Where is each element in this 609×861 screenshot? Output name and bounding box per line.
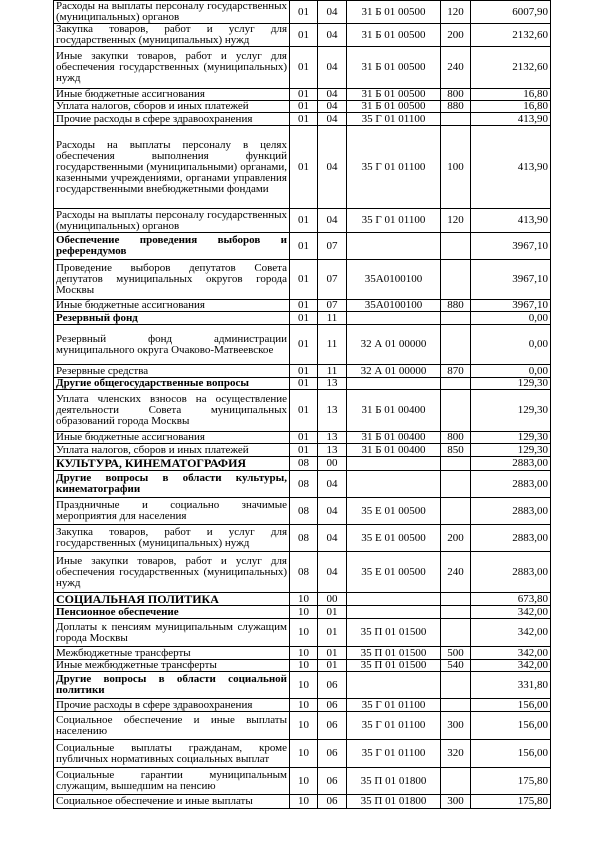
row-expense-type: 100 — [441, 126, 471, 209]
row-name: Расходы на выплаты персоналу в целях обеспечения выполнения функций государственными (муниципальными) органами, казенными учреждениями, органами управления государственными внебюджетными фондами — [54, 126, 290, 209]
row-expense-type: 880 — [441, 300, 471, 312]
row-expense-type — [441, 312, 471, 325]
row-amount: 16,80 — [471, 89, 551, 101]
row-amount: 342,00 — [471, 647, 551, 660]
row-expense-type: 500 — [441, 647, 471, 660]
row-name: Пенсионное обеспечение — [54, 606, 290, 619]
row-target-code: 31 Б 01 00400 — [347, 390, 441, 432]
row-amount: 413,90 — [471, 113, 551, 126]
row-amount: 3967,10 — [471, 300, 551, 312]
row-section-code: 01 — [290, 209, 318, 233]
row-name: Закупка товаров, работ и услуг для государственных (муниципальных) нужд — [54, 525, 290, 552]
row-subsection-code: 04 — [318, 89, 347, 101]
row-name: Иные бюджетные ассигнования — [54, 89, 290, 101]
row-amount: 156,00 — [471, 712, 551, 740]
row-subsection-code: 01 — [318, 619, 347, 647]
row-subsection-code: 13 — [318, 444, 347, 457]
row-subsection-code: 00 — [318, 457, 347, 471]
row-expense-type: 300 — [441, 795, 471, 809]
row-section-code: 01 — [290, 378, 318, 390]
row-amount: 2883,00 — [471, 525, 551, 552]
row-section-code: 10 — [290, 593, 318, 606]
row-name: Другие вопросы в области культуры, кинематографии — [54, 471, 290, 498]
table-row — [54, 647, 551, 660]
row-subsection-code: 04 — [318, 113, 347, 126]
row-amount: 0,00 — [471, 325, 551, 365]
row-subsection-code: 04 — [318, 471, 347, 498]
row-target-code: 35 Г 01 01100 — [347, 740, 441, 768]
row-target-code: 35 Г 01 01100 — [347, 126, 441, 209]
row-section-code: 01 — [290, 24, 318, 47]
row-amount: 2132,60 — [471, 47, 551, 89]
row-name: Прочие расходы в сфере здравоохранения — [54, 699, 290, 712]
row-expense-type: 300 — [441, 712, 471, 740]
row-name: Уплата налогов, сборов и иных платежей — [54, 101, 290, 113]
row-section-code: 01 — [290, 432, 318, 444]
row-subsection-code: 06 — [318, 795, 347, 809]
row-expense-type — [441, 325, 471, 365]
row-amount: 129,30 — [471, 432, 551, 444]
budget-table-body — [54, 1, 551, 809]
row-target-code: 35 П 01 01500 — [347, 647, 441, 660]
row-section-code: 01 — [290, 47, 318, 89]
row-subsection-code: 01 — [318, 606, 347, 619]
row-name: Другие вопросы в области социальной политики — [54, 672, 290, 699]
table-row — [54, 606, 551, 619]
row-target-code: 35А0100100 — [347, 260, 441, 300]
row-expense-type — [441, 233, 471, 260]
row-expense-type: 240 — [441, 47, 471, 89]
table-row — [54, 593, 551, 606]
row-amount: 3967,10 — [471, 233, 551, 260]
row-subsection-code: 06 — [318, 740, 347, 768]
row-name: КУЛЬТУРА, КИНЕМАТОГРАФИЯ — [54, 457, 290, 471]
table-row — [54, 471, 551, 498]
row-section-code: 01 — [290, 126, 318, 209]
row-expense-type — [441, 390, 471, 432]
row-section-code: 10 — [290, 647, 318, 660]
row-section-code: 01 — [290, 390, 318, 432]
table-row — [54, 498, 551, 525]
row-expense-type: 320 — [441, 740, 471, 768]
row-section-code: 01 — [290, 300, 318, 312]
row-amount: 413,90 — [471, 209, 551, 233]
table-row — [54, 260, 551, 300]
row-name: Доплаты к пенсиям муниципальным служащим города Москвы — [54, 619, 290, 647]
row-target-code: 35 Г 01 01100 — [347, 712, 441, 740]
row-subsection-code: 04 — [318, 24, 347, 47]
row-target-code: 31 Б 01 00400 — [347, 444, 441, 457]
row-section-code: 08 — [290, 471, 318, 498]
table-row — [54, 378, 551, 390]
row-target-code: 31 Б 01 00500 — [347, 1, 441, 24]
row-section-code: 01 — [290, 113, 318, 126]
row-section-code: 10 — [290, 768, 318, 795]
row-amount: 2883,00 — [471, 552, 551, 593]
row-expense-type: 200 — [441, 525, 471, 552]
row-expense-type: 800 — [441, 89, 471, 101]
table-row — [54, 1, 551, 24]
row-expense-type — [441, 260, 471, 300]
row-name: Иные закупки товаров, работ и услуг для обеспечения государственных (муниципальных) нужд — [54, 47, 290, 89]
row-section-code: 01 — [290, 365, 318, 378]
row-section-code: 08 — [290, 498, 318, 525]
row-expense-type — [441, 768, 471, 795]
row-target-code — [347, 312, 441, 325]
row-amount: 129,30 — [471, 390, 551, 432]
row-target-code: 31 Б 01 00400 — [347, 432, 441, 444]
row-target-code — [347, 378, 441, 390]
budget-table — [53, 0, 551, 809]
row-target-code: 35 П 01 01800 — [347, 768, 441, 795]
row-name: Проведение выборов депутатов Совета депутатов муниципальных округов города Москвы — [54, 260, 290, 300]
table-row — [54, 619, 551, 647]
row-target-code — [347, 233, 441, 260]
row-subsection-code: 04 — [318, 126, 347, 209]
table-row — [54, 712, 551, 740]
row-target-code: 35 Е 01 00500 — [347, 552, 441, 593]
row-name: Праздничные и социально значимые мероприятия для населения — [54, 498, 290, 525]
row-section-code: 01 — [290, 233, 318, 260]
table-row — [54, 432, 551, 444]
row-expense-type — [441, 672, 471, 699]
row-expense-type — [441, 457, 471, 471]
row-target-code: 31 Б 01 00500 — [347, 24, 441, 47]
row-expense-type: 800 — [441, 432, 471, 444]
row-amount: 3967,10 — [471, 260, 551, 300]
row-subsection-code: 06 — [318, 712, 347, 740]
table-row — [54, 795, 551, 809]
row-expense-type — [441, 619, 471, 647]
row-target-code: 31 Б 01 00500 — [347, 47, 441, 89]
row-expense-type: 850 — [441, 444, 471, 457]
row-section-code: 01 — [290, 260, 318, 300]
row-expense-type — [441, 471, 471, 498]
row-amount: 342,00 — [471, 660, 551, 672]
row-subsection-code: 06 — [318, 672, 347, 699]
row-expense-type: 200 — [441, 24, 471, 47]
row-target-code: 35А0100100 — [347, 300, 441, 312]
row-subsection-code: 13 — [318, 432, 347, 444]
row-subsection-code: 13 — [318, 390, 347, 432]
row-section-code: 10 — [290, 712, 318, 740]
row-subsection-code: 01 — [318, 660, 347, 672]
row-section-code: 10 — [290, 660, 318, 672]
row-subsection-code: 11 — [318, 325, 347, 365]
row-subsection-code: 06 — [318, 699, 347, 712]
row-amount: 0,00 — [471, 312, 551, 325]
row-subsection-code: 04 — [318, 525, 347, 552]
row-section-code: 08 — [290, 525, 318, 552]
row-subsection-code: 04 — [318, 101, 347, 113]
row-target-code: 35 Г 01 01100 — [347, 699, 441, 712]
row-expense-type: 540 — [441, 660, 471, 672]
row-amount: 673,80 — [471, 593, 551, 606]
row-section-code: 10 — [290, 699, 318, 712]
row-name: СОЦИАЛЬНАЯ ПОЛИТИКА — [54, 593, 290, 606]
table-row — [54, 672, 551, 699]
row-target-code: 31 Б 01 00500 — [347, 89, 441, 101]
row-amount: 175,80 — [471, 795, 551, 809]
row-amount: 342,00 — [471, 619, 551, 647]
row-amount: 129,30 — [471, 378, 551, 390]
row-amount: 16,80 — [471, 101, 551, 113]
row-target-code — [347, 471, 441, 498]
row-section-code: 10 — [290, 606, 318, 619]
row-target-code: 32 А 01 00000 — [347, 325, 441, 365]
table-row — [54, 89, 551, 101]
row-amount: 2883,00 — [471, 498, 551, 525]
row-name: Иные закупки товаров, работ и услуг для обеспечения государственных (муниципальных) нужд — [54, 552, 290, 593]
row-amount: 175,80 — [471, 768, 551, 795]
row-subsection-code: 04 — [318, 1, 347, 24]
row-section-code: 08 — [290, 552, 318, 593]
row-amount: 0,00 — [471, 365, 551, 378]
row-name: Резервный фонд — [54, 312, 290, 325]
row-name: Прочие расходы в сфере здравоохранения — [54, 113, 290, 126]
row-subsection-code: 01 — [318, 647, 347, 660]
row-target-code — [347, 593, 441, 606]
table-row — [54, 699, 551, 712]
table-row — [54, 300, 551, 312]
row-subsection-code: 04 — [318, 209, 347, 233]
row-section-code: 10 — [290, 672, 318, 699]
row-target-code: 35 П 01 01500 — [347, 619, 441, 647]
table-row — [54, 365, 551, 378]
table-row — [54, 457, 551, 471]
row-section-code: 10 — [290, 740, 318, 768]
row-name: Иные бюджетные ассигнования — [54, 432, 290, 444]
row-name: Иные межбюджетные трансферты — [54, 660, 290, 672]
row-name: Межбюджетные трансферты — [54, 647, 290, 660]
row-name: Расходы на выплаты персоналу государственных (муниципальных) органов — [54, 209, 290, 233]
table-row — [54, 390, 551, 432]
row-target-code: 31 Б 01 00500 — [347, 101, 441, 113]
row-name: Уплата членских взносов на осуществление деятельности Совета муниципальных образований города Москвы — [54, 390, 290, 432]
table-row — [54, 660, 551, 672]
row-expense-type — [441, 606, 471, 619]
row-section-code: 01 — [290, 1, 318, 24]
table-row — [54, 101, 551, 113]
row-name: Социальные гарантии муниципальным служащим, вышедшим на пенсию — [54, 768, 290, 795]
table-row — [54, 525, 551, 552]
row-subsection-code: 04 — [318, 498, 347, 525]
table-row — [54, 740, 551, 768]
table-row — [54, 233, 551, 260]
row-amount: 413,90 — [471, 126, 551, 209]
row-expense-type — [441, 498, 471, 525]
row-amount: 331,80 — [471, 672, 551, 699]
row-subsection-code: 00 — [318, 593, 347, 606]
row-subsection-code: 06 — [318, 768, 347, 795]
table-row — [54, 209, 551, 233]
row-amount: 2883,00 — [471, 471, 551, 498]
row-amount: 156,00 — [471, 699, 551, 712]
row-expense-type — [441, 593, 471, 606]
row-target-code: 35 П 01 01500 — [347, 660, 441, 672]
row-target-code — [347, 457, 441, 471]
table-row — [54, 325, 551, 365]
row-subsection-code: 07 — [318, 300, 347, 312]
row-expense-type: 240 — [441, 552, 471, 593]
row-name: Социальное обеспечение и иные выплаты — [54, 795, 290, 809]
row-name: Другие общегосударственные вопросы — [54, 378, 290, 390]
row-target-code: 35 Г 01 01100 — [347, 209, 441, 233]
row-amount: 2883,00 — [471, 457, 551, 471]
row-amount: 129,30 — [471, 444, 551, 457]
row-name: Иные бюджетные ассигнования — [54, 300, 290, 312]
row-subsection-code: 13 — [318, 378, 347, 390]
row-target-code: 35 Е 01 00500 — [347, 498, 441, 525]
row-name: Резервный фонд администрации муниципального округа Очаково-Матвеевское — [54, 325, 290, 365]
row-target-code: 35 Г 01 01100 — [347, 113, 441, 126]
row-subsection-code: 04 — [318, 47, 347, 89]
row-amount: 342,00 — [471, 606, 551, 619]
row-section-code: 01 — [290, 444, 318, 457]
table-row — [54, 113, 551, 126]
table-row — [54, 24, 551, 47]
row-expense-type — [441, 113, 471, 126]
row-target-code: 32 А 01 00000 — [347, 365, 441, 378]
row-section-code: 01 — [290, 89, 318, 101]
table-row — [54, 312, 551, 325]
row-name: Социальные выплаты гражданам, кроме публичных нормативных социальных выплат — [54, 740, 290, 768]
row-target-code: 35 Е 01 00500 — [347, 525, 441, 552]
row-target-code — [347, 606, 441, 619]
table-row — [54, 47, 551, 89]
row-subsection-code: 11 — [318, 365, 347, 378]
row-expense-type: 880 — [441, 101, 471, 113]
row-section-code: 10 — [290, 795, 318, 809]
row-subsection-code: 07 — [318, 260, 347, 300]
table-row — [54, 444, 551, 457]
row-expense-type: 870 — [441, 365, 471, 378]
row-name: Уплата налогов, сборов и иных платежей — [54, 444, 290, 457]
row-section-code: 08 — [290, 457, 318, 471]
row-amount: 156,00 — [471, 740, 551, 768]
row-expense-type — [441, 378, 471, 390]
table-row — [54, 126, 551, 209]
row-target-code — [347, 672, 441, 699]
row-name: Социальное обеспечение и иные выплаты населению — [54, 712, 290, 740]
row-expense-type: 120 — [441, 1, 471, 24]
row-expense-type — [441, 699, 471, 712]
table-row — [54, 768, 551, 795]
row-section-code: 01 — [290, 101, 318, 113]
row-amount: 2132,60 — [471, 24, 551, 47]
row-section-code: 01 — [290, 312, 318, 325]
table-row — [54, 552, 551, 593]
row-subsection-code: 07 — [318, 233, 347, 260]
row-name: Закупка товаров, работ и услуг для государственных (муниципальных) нужд — [54, 24, 290, 47]
row-expense-type: 120 — [441, 209, 471, 233]
row-name: Резервные средства — [54, 365, 290, 378]
row-section-code: 01 — [290, 325, 318, 365]
row-subsection-code: 04 — [318, 552, 347, 593]
row-subsection-code: 11 — [318, 312, 347, 325]
row-name: Расходы на выплаты персоналу государственных (муниципальных) органов — [54, 1, 290, 24]
row-amount: 6007,90 — [471, 1, 551, 24]
row-name: Обеспечение проведения выборов и референдумов — [54, 233, 290, 260]
row-target-code: 35 П 01 01800 — [347, 795, 441, 809]
row-section-code: 10 — [290, 619, 318, 647]
